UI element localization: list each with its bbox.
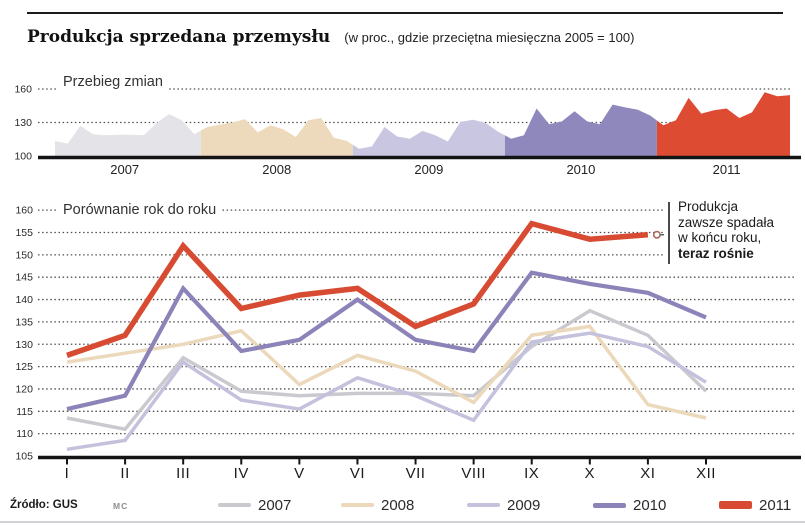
- area-segment-2008: [201, 118, 353, 156]
- year-label-2010: 2010: [566, 162, 596, 177]
- header: [27, 27, 634, 47]
- month-label-XII: XII: [696, 465, 716, 482]
- annotation-line: Produkcja: [678, 199, 739, 214]
- chart2-ytick-120: 120: [15, 383, 33, 396]
- chart1-ytick-130: 130: [14, 116, 32, 129]
- legend-label-2011: 2011: [759, 496, 792, 514]
- chart2-ytick-125: 125: [15, 361, 33, 374]
- mc-watermark: MC: [113, 501, 129, 511]
- legend-swatch-2008: [341, 503, 374, 507]
- legend-swatch-2009: [467, 503, 500, 507]
- annotation-line: w końcu roku,: [678, 230, 762, 245]
- chart2-ytick-135: 135: [15, 316, 33, 329]
- chart2-ytick-105: 105: [15, 450, 33, 463]
- month-label-IX: IX: [524, 465, 540, 482]
- legend-item-2008: [341, 496, 414, 514]
- annotation-line: zawsze spadała: [678, 214, 775, 230]
- chart1-ytick-100: 100: [14, 150, 32, 163]
- year-label-2007: 2007: [110, 162, 140, 177]
- year-label-2008: 2008: [262, 162, 292, 177]
- month-label-VIII: VIII: [461, 465, 486, 482]
- month-label-V: V: [294, 465, 305, 482]
- legend-item-2009: [467, 496, 540, 514]
- top-rule: [27, 12, 783, 14]
- series-line-2008: [67, 326, 706, 418]
- page-title: Produkcja sprzedana przemysłu: [27, 27, 331, 47]
- month-label-I: I: [64, 465, 70, 482]
- annotation-callout: [664, 196, 805, 268]
- month-label-VII: VII: [405, 465, 426, 482]
- page-subtitle: (w proc., gdzie przeciętna miesięczna 2005 = 100): [344, 30, 635, 45]
- area-segment-2009: [353, 120, 505, 156]
- chart2-ytick-130: 130: [15, 338, 33, 351]
- annotation-text: [678, 199, 774, 261]
- month-label-X: X: [584, 465, 596, 482]
- series-line-2009: [67, 333, 706, 449]
- chart2-ytick-150: 150: [15, 249, 33, 262]
- month-label-VI: VI: [349, 465, 366, 482]
- chart2-ytick-145: 145: [15, 271, 33, 284]
- month-label-II: II: [120, 465, 130, 482]
- legend-item-2007: [218, 496, 291, 514]
- annotation-bar: [668, 202, 670, 264]
- legend-swatch-2011: [719, 501, 752, 509]
- legend-swatch-2007: [218, 503, 251, 507]
- legend-label-2007: 2007: [258, 496, 292, 514]
- area-segment-2011: [657, 92, 790, 156]
- legend-item-2010: [593, 496, 666, 514]
- source-label: Źródło: GUS: [10, 499, 78, 511]
- chart2-ytick-140: 140: [15, 294, 33, 307]
- month-label-III: III: [176, 465, 191, 482]
- month-label-XI: XI: [640, 465, 656, 482]
- legend-label-2008: 2008: [381, 496, 415, 514]
- chart2-ytick-110: 110: [16, 428, 33, 441]
- legend-label-2009: 2009: [507, 496, 541, 514]
- area-segment-2007: [55, 114, 201, 156]
- chart1-title: Przebieg zmian: [57, 74, 169, 90]
- chart2-ytick-160: 160: [15, 204, 33, 217]
- legend-item-2011: [719, 496, 791, 514]
- chart2-title: Porównanie rok do roku: [57, 202, 222, 218]
- chart1-ytick-160: 160: [14, 83, 32, 96]
- series-line-2011: [67, 224, 648, 356]
- annotation-bold-line: teraz rośnie: [678, 245, 754, 261]
- year-label-2009: 2009: [414, 162, 444, 177]
- month-label-IV: IV: [233, 465, 249, 482]
- legend-swatch-2010: [593, 503, 626, 508]
- chart2-ytick-115: 115: [16, 405, 33, 418]
- legend-label-2010: 2010: [633, 496, 667, 514]
- area-segment-2010: [505, 105, 657, 156]
- chart2-ytick-155: 155: [15, 227, 33, 239]
- bottom-rule: [0, 521, 805, 523]
- series-2011-end-marker: [654, 232, 660, 238]
- year-label-2011: 2011: [712, 162, 741, 177]
